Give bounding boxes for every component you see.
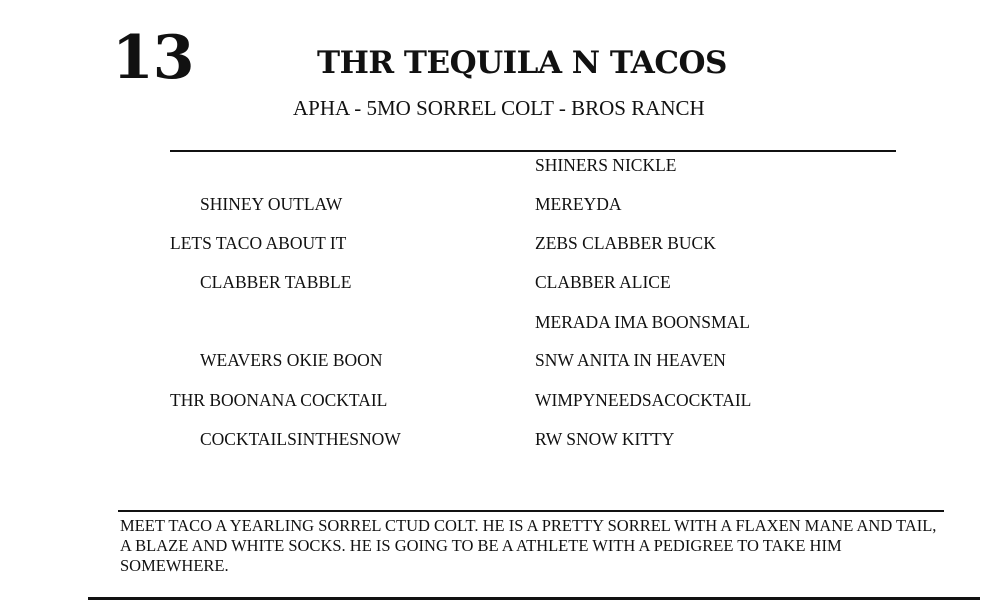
horse-name: THR TEQUILA N TACOS [317, 45, 727, 81]
pedigree-dam: THR BOONANA COCKTAIL [170, 390, 388, 410]
lot-number: 13 [112, 23, 194, 93]
pedigree-ancestor: MEREYDA [535, 194, 622, 214]
pedigree-ancestor: WIMPYNEEDSACOCKTAIL [535, 390, 752, 410]
top-divider [170, 150, 896, 152]
pedigree-sire-sire: SHINEY OUTLAW [200, 194, 343, 214]
pedigree-dam-dam: COCKTAILSINTHESNOW [200, 429, 401, 449]
pedigree-ancestor: ZEBS CLABBER BUCK [535, 233, 716, 253]
pedigree-ancestor: MERADA IMA BOONSMAL [535, 312, 750, 332]
pedigree-ancestor: CLABBER ALICE [535, 272, 671, 292]
description-text: MEET TACO A YEARLING SORREL CTUD COLT. HE IS A PRETTY SORREL WITH A FLAXEN MANE AND TAIL, A BLAZE AND WHITE SOCKS. HE IS GOING TO BE A ATHLETE WITH A PEDIGREE TO TAKE HIM SOMEWHERE. [120, 516, 937, 575]
description-divider [118, 510, 944, 512]
pedigree-dam-sire: WEAVERS OKIE BOON [200, 350, 383, 370]
pedigree-ancestor: RW SNOW KITTY [535, 429, 675, 449]
pedigree-ancestor: SNW ANITA IN HEAVEN [535, 350, 726, 370]
pedigree-ancestor: SHINERS NICKLE [535, 155, 677, 175]
pedigree-sire: LETS TACO ABOUT IT [170, 233, 347, 253]
horse-info: APHA - 5MO SORREL COLT - BROS RANCH [293, 96, 705, 120]
pedigree-sire-dam: CLABBER TABBLE [200, 272, 352, 292]
bottom-divider [88, 597, 980, 600]
